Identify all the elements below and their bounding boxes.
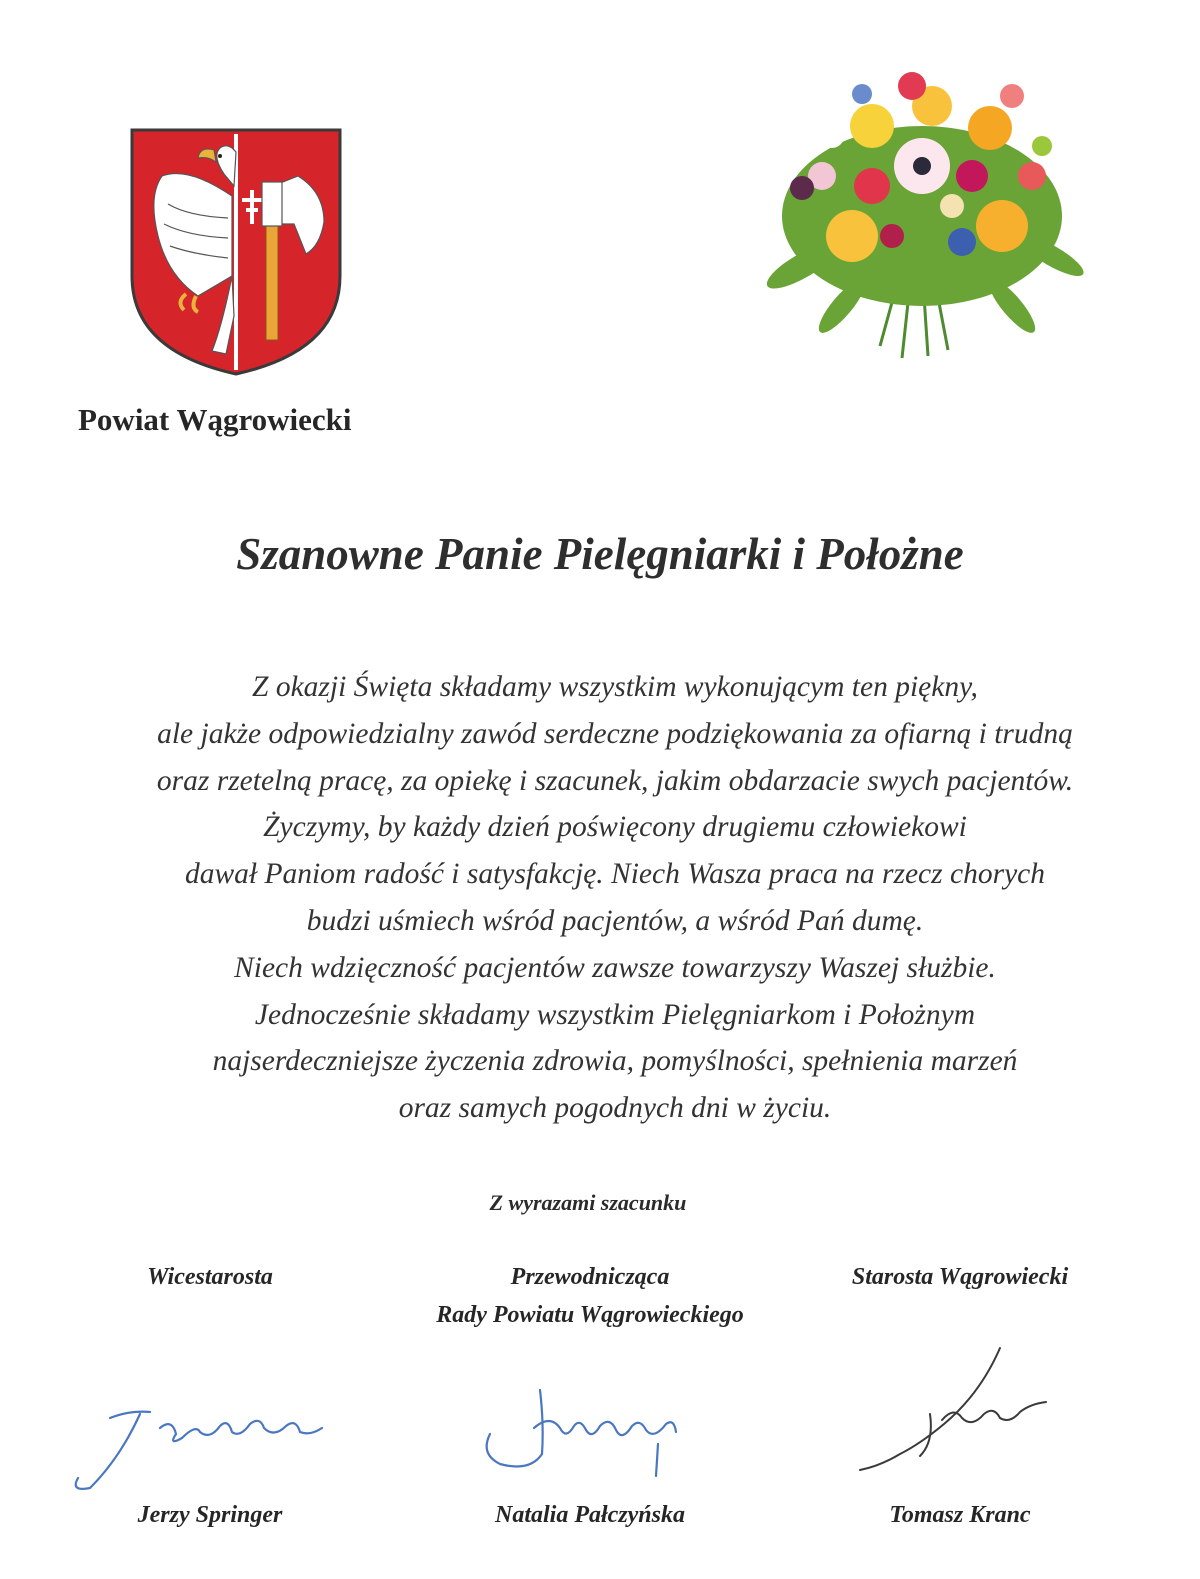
signatory-name-right: Tomasz Kranc [889, 1502, 1031, 1528]
body-line: oraz rzetelną pracę, za opiekę i szacunek, jakim obdarzacie swych pacjentów. [156, 764, 1074, 797]
letter-body [40, 664, 1190, 1132]
handwritten-signature-icon [60, 1388, 340, 1498]
signatory-role-middle [380, 1258, 800, 1334]
coat-of-arms-icon [128, 126, 344, 378]
flower-bouquet-icon [762, 66, 1084, 362]
signatory-name-left: Jerzy Springer [137, 1502, 283, 1528]
letter-heading: Szanowne Panie Pielęgniarki i Położne [236, 529, 964, 579]
organization-name: Powiat Wągrowiecki [78, 402, 352, 437]
body-line: Niech wdzięczność pacjentów zawsze towarzyszy Waszej służbie. [234, 951, 996, 984]
signatory-name-middle: Natalia Pałczyńska [495, 1502, 685, 1528]
body-line: dawał Paniom radość i satysfakcję. Niech Wasza praca na rzecz chorych [184, 858, 1046, 891]
body-line: Jednocześnie składamy wszystkim Pielęgniarkom i Położnym [254, 998, 976, 1031]
body-line: Życzymy, by każdy dzień poświęcony drugiemu człowiekowi [263, 811, 967, 844]
body-line: najserdeczniejsze życzenia zdrowia, pomyślności, spełnienia marzeń [212, 1045, 1018, 1078]
body-line: budzi uśmiech wśród pacjentów, a wśród Pań dumę. [306, 904, 924, 937]
body-line: oraz samych pogodnych dni w życiu. [398, 1092, 832, 1125]
signatory-role-middle-line2: Rady Powiatu Wągrowieckiego [436, 1302, 744, 1328]
body-line: ale jakże odpowiedzialny zawód serdeczne podziękowania za ofiarną i trudną [157, 717, 1073, 750]
handwritten-signature-icon [850, 1344, 1060, 1484]
closing-phrase: Z wyrazami szacunku [489, 1190, 687, 1215]
signatory-role-right: Starosta Wągrowiecki [851, 1264, 1069, 1290]
handwritten-signature-icon [470, 1384, 690, 1494]
signatory-role-left: Wicestarosta [147, 1264, 273, 1290]
signatory-role-middle-line1: Przewodnicząca [510, 1264, 670, 1290]
body-line: Z okazji Święta składamy wszystkim wykonującym ten piękny, [252, 671, 978, 703]
